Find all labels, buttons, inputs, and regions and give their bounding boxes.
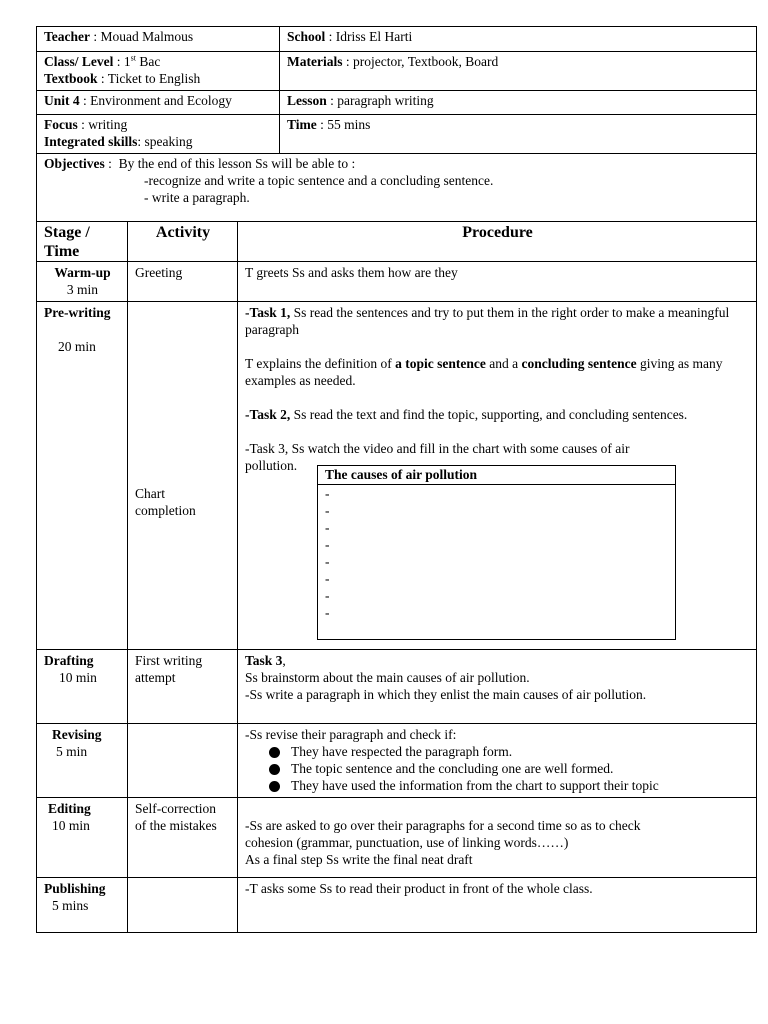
time-cell: Time : 55 mins — [280, 115, 757, 154]
objective-2: - write a paragraph. — [144, 190, 250, 205]
time-value: 55 mins — [327, 117, 371, 132]
focus-cell: Focus : writing Integrated skills: speaking — [37, 115, 280, 154]
textbook-value: Ticket to English — [107, 71, 201, 86]
lesson-label: Lesson — [287, 93, 327, 108]
revising-checklist — [245, 743, 750, 794]
chart-item: - — [325, 605, 330, 620]
textbook-label: Textbook — [44, 71, 98, 86]
materials-label: Materials — [287, 54, 343, 69]
editing-line2: cohesion (grammar, punctuation, use of linking words……) — [245, 835, 569, 850]
drafting-stage: Drafting — [44, 653, 94, 668]
warmup-time: 3 min — [66, 282, 99, 297]
explain-concluding-sentence: concluding sentence — [521, 356, 637, 371]
warmup-stage-cell — [37, 262, 128, 302]
editing-procedure-cell — [238, 798, 757, 878]
causes-chart — [317, 465, 676, 640]
task3-line2: pollution. — [245, 458, 298, 473]
stage-header-line2: Time — [44, 243, 80, 260]
task1-label: -Task 1, — [245, 305, 291, 320]
objectives-cell: Objectives : By the end of this lesson Ss will be able to : -recognize and write a topic sentence and a concluding sentence. - write a paragraph. — [37, 154, 757, 222]
school-cell: School : Idriss El Harti — [280, 27, 757, 52]
revising-check-item: They have used the information from the chart to support their topic — [269, 777, 750, 794]
explain-topic-sentence: a topic sentence — [395, 356, 486, 371]
editing-line1: -Ss are asked to go over their paragraphs for a second time so as to check — [245, 818, 641, 833]
header-row-teacher — [37, 27, 757, 52]
lesson-value: paragraph writing — [337, 93, 434, 108]
task1-paragraph — [245, 304, 750, 338]
row-revising — [37, 724, 757, 798]
activity-column-header: Activity — [128, 222, 238, 262]
school-value: Idriss El Harti — [335, 29, 413, 44]
header-row-unit — [37, 91, 757, 115]
unit-cell: Unit 4 : Environment and Ecology — [37, 91, 280, 115]
chart-item: - — [325, 486, 330, 501]
drafting-task-comma: , — [282, 653, 286, 668]
revising-check-item: The topic sentence and the concluding one are well formed. — [269, 760, 750, 777]
unit-label: Unit 4 — [44, 93, 80, 108]
skills-label: Integrated skills — [44, 134, 138, 149]
drafting-procedure-cell — [238, 650, 757, 724]
chart-item: - — [325, 503, 330, 518]
drafting-activity-line2: attempt — [135, 670, 176, 685]
task2-paragraph — [245, 406, 750, 423]
prewriting-stage: Pre-writing — [44, 305, 111, 320]
procedure-column-header: Procedure — [238, 222, 757, 262]
explain-paragraph — [245, 355, 750, 389]
publishing-stage-cell — [37, 878, 128, 933]
revising-check-item: They have respected the paragraph form. — [269, 743, 750, 760]
column-header-row — [37, 222, 757, 262]
row-warmup — [37, 262, 757, 302]
drafting-activity-cell — [128, 650, 238, 724]
prewriting-activity-line1: Chart — [135, 486, 165, 501]
drafting-task-label: Task 3 — [245, 653, 283, 668]
revising-intro: -Ss revise their paragraph and check if: — [245, 727, 457, 742]
editing-activity-line1: Self-correction — [135, 801, 216, 816]
revising-stage: Revising — [52, 727, 102, 742]
stage-column-header — [37, 222, 128, 262]
prewriting-activity-cell — [128, 302, 238, 650]
chart-list — [318, 485, 675, 621]
drafting-line2: -Ss write a paragraph in which they enlist the main causes of air pollution. — [245, 687, 647, 702]
teacher-value: Mouad Malmous — [100, 29, 194, 44]
warmup-procedure: T greets Ss and asks them how are they — [238, 262, 757, 302]
class-superscript: st — [130, 53, 136, 63]
focus-label: Focus — [44, 117, 78, 132]
drafting-activity-line1: First writing — [135, 653, 203, 668]
drafting-stage-cell — [37, 650, 128, 724]
editing-stage: Editing — [48, 801, 91, 816]
chart-title: The causes of air pollution — [318, 466, 675, 485]
warmup-activity: Greeting — [128, 262, 238, 302]
explain-text-1: T explains the definition of — [245, 356, 392, 371]
drafting-time: 10 min — [59, 670, 97, 685]
warmup-stage: Warm-up — [54, 265, 111, 280]
class-value: Bac — [139, 54, 161, 69]
row-drafting — [37, 650, 757, 724]
revising-time: 5 min — [56, 744, 88, 759]
publishing-procedure: -T asks some Ss to read their product in front of the whole class. — [238, 878, 757, 933]
time-label: Time — [287, 117, 317, 132]
editing-time: 10 min — [52, 818, 90, 833]
focus-value: writing — [88, 117, 128, 132]
task2-label: -Task 2, — [245, 407, 291, 422]
materials-cell: Materials : projector, Textbook, Board — [280, 52, 757, 91]
editing-activity-cell — [128, 798, 238, 878]
prewriting-activity-line2: completion — [135, 503, 196, 518]
editing-line3: As a final step Ss write the final neat draft — [245, 852, 473, 867]
revising-procedure-cell — [238, 724, 757, 798]
prewriting-time: 20 min — [58, 339, 96, 354]
revising-stage-cell — [37, 724, 128, 798]
class-label: Class/ Level — [44, 54, 114, 69]
objectives-label: Objectives — [44, 156, 105, 171]
publishing-activity-cell — [128, 878, 238, 933]
materials-value: projector, Textbook, Board — [353, 54, 499, 69]
school-label: School — [287, 29, 326, 44]
chart-item: - — [325, 554, 330, 569]
class-number: 1 — [123, 54, 131, 69]
header-table — [36, 26, 757, 222]
editing-stage-cell — [37, 798, 128, 878]
chart-item: - — [325, 537, 330, 552]
class-cell: Class/ Level : 1st Bac Textbook : Ticket to English — [37, 52, 280, 91]
prewriting-stage-cell — [37, 302, 128, 650]
chart-item: - — [325, 588, 330, 603]
stage-header-line1: Stage / — [44, 224, 90, 241]
publishing-stage: Publishing — [44, 881, 106, 896]
explain-and: and a — [489, 356, 519, 371]
unit-value: Environment and Ecology — [90, 93, 232, 108]
row-publishing — [37, 878, 757, 933]
chart-item: - — [325, 520, 330, 535]
header-row-focus — [37, 115, 757, 154]
lesson-cell: Lesson : paragraph writing — [280, 91, 757, 115]
task1-text: Ss read the sentences and try to put them in the right order to make a meaningful paragraph — [245, 305, 730, 337]
teacher-label: Teacher — [44, 29, 90, 44]
objective-1: -recognize and write a topic sentence and a concluding sentence. — [144, 173, 494, 188]
task2-text: Ss read the text and find the topic, supporting, and concluding sentences. — [293, 407, 688, 422]
task3-line1: -Task 3, Ss watch the video and fill in the chart with some causes of air — [245, 441, 630, 456]
drafting-line1: Ss brainstorm about the main causes of air pollution. — [245, 670, 530, 685]
explain-text-2: giving as many examples as needed. — [245, 356, 723, 388]
row-editing — [37, 798, 757, 878]
revising-activity-cell — [128, 724, 238, 798]
skills-value: speaking — [144, 134, 193, 149]
header-row-class — [37, 52, 757, 91]
teacher-cell: Teacher : Mouad Malmous — [37, 27, 280, 52]
objectives-intro: By the end of this lesson Ss will be able to : — [118, 156, 356, 171]
editing-activity-line2: of the mistakes — [135, 818, 217, 833]
publishing-time: 5 mins — [52, 898, 89, 913]
header-row-objectives — [37, 154, 757, 222]
chart-item: - — [325, 571, 330, 586]
